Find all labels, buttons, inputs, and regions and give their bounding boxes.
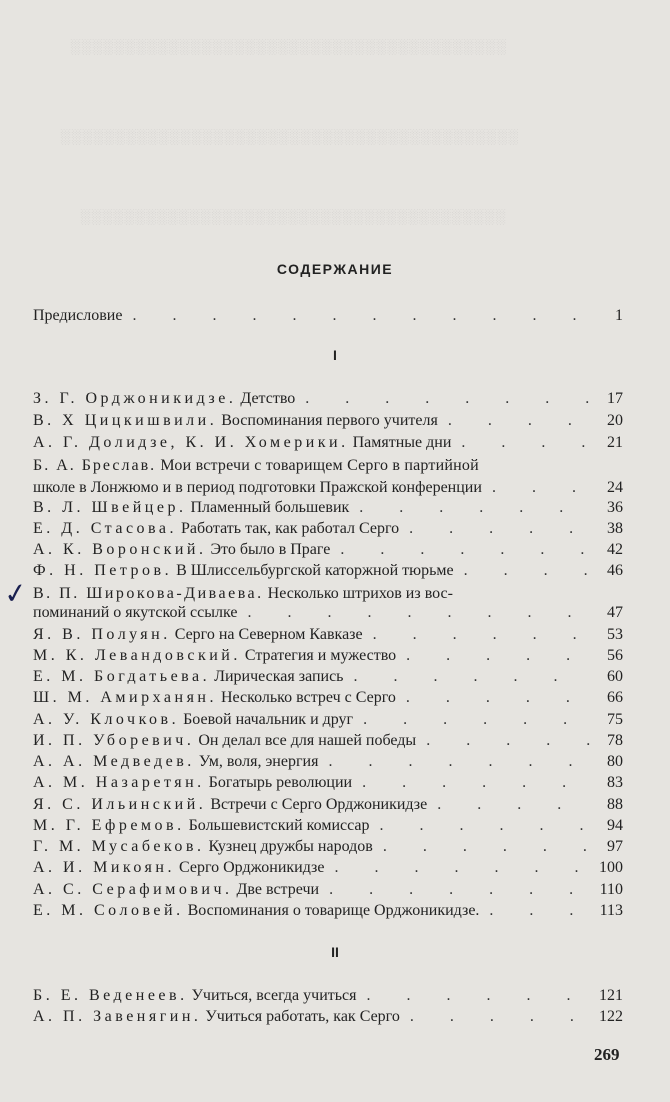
- toc-entry-continuation[interactable]: [33, 478, 623, 500]
- dot-leader: [482, 478, 593, 498]
- toc-entry-title: Детство: [240, 390, 296, 407]
- dot-leader: [319, 880, 593, 900]
- toc-entry[interactable]: [33, 901, 623, 923]
- toc-page-number: 122: [599, 1008, 623, 1025]
- toc-entry-author: А. А. Медведев.: [33, 753, 195, 770]
- toc-page-number: 56: [607, 647, 623, 664]
- toc-entry-author: В. П. Широкова-Диваева.: [33, 585, 264, 602]
- toc-entry-author: Ш. М. Амирханян.: [33, 689, 217, 706]
- toc-page-number: 110: [599, 881, 623, 898]
- toc-entry[interactable]: [33, 411, 623, 433]
- toc-entry-title: Богатырь революции: [208, 774, 353, 791]
- toc-page-number: 97: [607, 838, 623, 855]
- toc-entry[interactable]: [33, 540, 623, 562]
- dot-leader: [396, 646, 593, 666]
- dot-leader: [353, 710, 593, 730]
- section-heading-2: II: [331, 944, 339, 960]
- section-heading-1: I: [333, 347, 337, 363]
- dot-leader: [427, 795, 593, 815]
- dot-leader: [438, 411, 593, 431]
- toc-entry[interactable]: [33, 1007, 623, 1029]
- toc-entry-author: Е. Д. Стасова.: [33, 520, 177, 537]
- toc-page-number: 47: [607, 604, 623, 621]
- toc-entry-author: Е. М. Соловей.: [33, 902, 184, 919]
- dot-leader: [370, 816, 593, 836]
- toc-entry[interactable]: [33, 731, 623, 753]
- toc-entry-author: А. К. Воронский.: [33, 541, 207, 558]
- toc-page-number: 24: [607, 479, 623, 496]
- toc-entry-title: Боевой начальник и друг: [183, 711, 354, 728]
- toc-page-number: 100: [599, 859, 623, 876]
- toc-entry-author: А. И. Микоян.: [33, 859, 175, 876]
- toc-entry-author: Я. С. Ильинский.: [33, 796, 207, 813]
- toc-entry-author: А. С. Серафимович.: [33, 881, 233, 898]
- dot-leader: [373, 837, 593, 857]
- page-title: СОДЕРЖАНИЕ: [276, 261, 394, 277]
- toc-page-number: 20: [607, 412, 623, 429]
- toc-entry[interactable]: [33, 561, 623, 583]
- toc-entry[interactable]: [33, 986, 623, 1008]
- toc-entry[interactable]: [33, 880, 623, 902]
- dot-leader: [237, 603, 593, 623]
- toc-page-number: 121: [599, 987, 623, 1004]
- toc-entry-title: Пламенный большевик: [190, 499, 350, 516]
- dot-leader: [454, 561, 593, 581]
- dot-leader: [399, 519, 593, 539]
- toc-entry-title: Лирическая запись: [214, 668, 344, 685]
- toc-entry-author: А. Г. Долидзе, К. И. Хомерики.: [33, 434, 349, 451]
- toc-page-number: 21: [607, 434, 623, 451]
- toc-entry-author: Ф. Н. Петров.: [33, 562, 173, 579]
- toc-page-number: 1: [615, 307, 623, 324]
- toc-entry-author: М. Г. Ефремов.: [33, 817, 185, 834]
- toc-page-number: 113: [599, 902, 623, 919]
- toc-entry-title: Памятные дни: [352, 434, 452, 451]
- toc-page-number: 60: [607, 668, 623, 685]
- dot-leader: [352, 773, 593, 793]
- toc-entry-title: Большевистский комиссар: [188, 817, 370, 834]
- toc-entry-first-line[interactable]: [33, 456, 479, 476]
- toc-entry-author: В. Х Цицкишвили.: [33, 412, 218, 429]
- toc-entry-author: З. Г. Орджоникидзе.: [33, 390, 237, 407]
- dot-leader: [451, 433, 593, 453]
- toc-page-number: 46: [607, 562, 623, 579]
- toc-entry-title: Две встречи: [236, 881, 320, 898]
- dot-leader: [318, 752, 593, 772]
- dot-leader: [400, 1007, 593, 1027]
- dot-leader: [416, 731, 593, 751]
- toc-page-number: 36: [607, 499, 623, 516]
- toc-page-number: 94: [607, 817, 623, 834]
- dot-leader: [330, 540, 593, 560]
- dot-leader: [479, 901, 593, 921]
- toc-page-number: 75: [607, 711, 623, 728]
- toc-entry-title: Учиться, всегда учиться: [191, 987, 357, 1004]
- toc-entry[interactable]: [33, 795, 623, 817]
- toc-page-number: 83: [607, 774, 623, 791]
- toc-entry[interactable]: [33, 625, 623, 647]
- page-number-footer: 269: [594, 1045, 620, 1064]
- toc-entry-title: Стратегия и мужество: [244, 647, 397, 664]
- toc-entry[interactable]: [33, 389, 623, 411]
- toc-entry-continuation[interactable]: [33, 603, 623, 625]
- toc-entry[interactable]: [33, 816, 623, 838]
- toc-entry-title: Кузнец дружбы народов: [208, 838, 373, 855]
- dot-leader: [349, 498, 593, 518]
- toc-entry-title: Это было в Праге: [210, 541, 331, 558]
- toc-entry-title-continued: школе в Лонжюмо и в период подготовки Пражской конференции: [33, 479, 482, 496]
- toc-page-number: 42: [607, 541, 623, 558]
- toc-page-number: 66: [607, 689, 623, 706]
- toc-entry-title: Серго Орджоникидзе: [178, 859, 325, 876]
- toc-entry[interactable]: [33, 433, 623, 455]
- toc-entry[interactable]: [33, 773, 623, 795]
- dot-leader: [357, 986, 593, 1006]
- toc-entry-title: Несколько штрихов из вос-: [267, 585, 453, 602]
- dot-leader: [122, 306, 593, 326]
- toc-entry-title: Встречи с Серго Орджоникидзе: [210, 796, 428, 813]
- toc-entry-title: Работать так, как работал Серго: [180, 520, 400, 537]
- toc-entry-author: М. К. Левандовский.: [33, 647, 241, 664]
- toc-entry-author: А. У. Клочков.: [33, 711, 180, 728]
- toc-entry[interactable]: [33, 752, 623, 774]
- toc-page-number: 80: [607, 753, 623, 770]
- toc-entry-author: А. П. Завенягин.: [33, 1008, 202, 1025]
- toc-entry[interactable]: [33, 646, 623, 668]
- toc-entry-preface[interactable]: [33, 306, 623, 328]
- toc-entry-author: А. М. Назаретян.: [33, 774, 205, 791]
- toc-entry[interactable]: [33, 519, 623, 541]
- toc-entry[interactable]: [33, 837, 623, 859]
- toc-page-number: 38: [607, 520, 623, 537]
- bleed-through-texture: ░░░░░░░░░░░░░░░░░░░░░░░░░░░░░░░░░░░░░░░: [80, 210, 506, 225]
- toc-entry-author: Б. А. Бреслав.: [33, 457, 157, 474]
- toc-entry-author: Г. М. Мусабеков.: [33, 838, 205, 855]
- toc-entry[interactable]: [33, 688, 623, 710]
- toc-entry-title: Ум, воля, энергия: [198, 753, 319, 770]
- dot-leader: [343, 667, 593, 687]
- toc-entry[interactable]: [33, 858, 623, 880]
- toc-page-number: 78: [607, 732, 623, 749]
- dot-leader: [363, 625, 593, 645]
- toc-entry[interactable]: [33, 710, 623, 732]
- toc-entry-title: Несколько встреч с Серго: [220, 689, 396, 706]
- toc-entry-author: В. Л. Швейцер.: [33, 499, 187, 516]
- toc-entry-title-continued: поминаний о якутской ссылке: [33, 604, 238, 621]
- toc-entry-title: Воспоминания о товарище Орджоникидзе.: [187, 902, 480, 919]
- toc-entry-author: Е. М. Богдатьева.: [33, 668, 211, 685]
- toc-entry-first-line[interactable]: [33, 584, 453, 604]
- toc-entry-author: Б. Е. Веденеев.: [33, 987, 188, 1004]
- handwritten-checkmark-icon: ✓: [1, 575, 30, 612]
- toc-page-number: 88: [607, 796, 623, 813]
- toc-entry-title: Предисловие: [33, 307, 123, 324]
- bleed-through-texture: ░░░░░░░░░░░░░░░░░░░░░░░░░░░░░░░░░░░░░░░░░░: [60, 130, 519, 145]
- toc-entry-title: Воспоминания первого учителя: [221, 412, 438, 429]
- toc-page-number: 17: [607, 390, 623, 407]
- dot-leader: [396, 688, 593, 708]
- toc-page-number: 53: [607, 626, 623, 643]
- toc-entry-title: Учиться работать, как Серго: [205, 1008, 400, 1025]
- toc-entry-title: В Шлиссельбургской каторжной тюрьме: [176, 562, 454, 579]
- bleed-through-texture: ░░░░░░░░░░░░░░░░░░░░░░░░░░░░░░░░░░░░░░░░: [70, 40, 507, 55]
- toc-entry-author: Я. В. Полуян.: [33, 626, 171, 643]
- toc-entry[interactable]: [33, 498, 623, 520]
- toc-entry[interactable]: [33, 667, 623, 689]
- toc-entry-author: И. П. Уборевич.: [33, 732, 195, 749]
- dot-leader: [295, 389, 593, 409]
- toc-entry-title: Серго на Северном Кавказе: [174, 626, 363, 643]
- toc-entry-title: Мои встречи с товарищем Серго в партийной: [160, 457, 479, 474]
- toc-entry-title: Он делал все для нашей победы: [198, 732, 417, 749]
- dot-leader: [324, 858, 593, 878]
